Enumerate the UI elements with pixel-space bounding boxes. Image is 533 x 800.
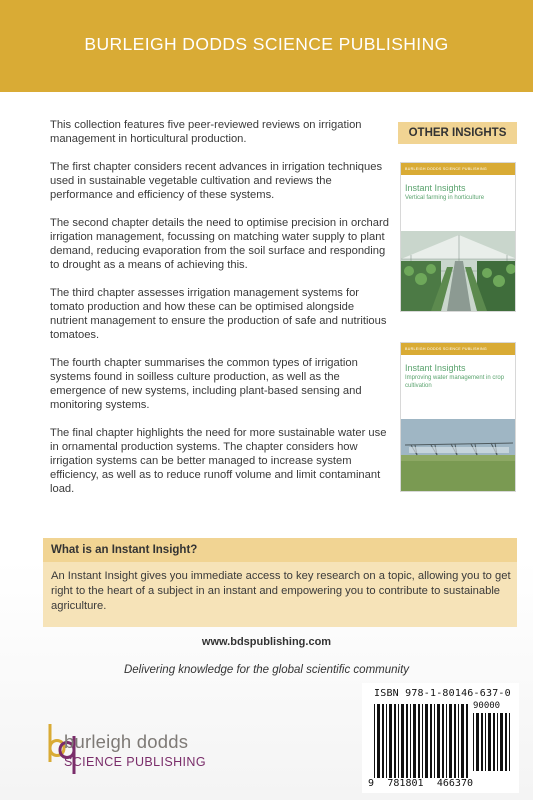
book-cover-water-management[interactable] (400, 342, 516, 492)
barcode-bar (481, 713, 483, 771)
barcode-bar (476, 713, 479, 771)
barcode-bar (466, 704, 468, 778)
barcode-addon (473, 713, 513, 771)
website-link[interactable]: www.bdspublishing.com (201, 636, 332, 648)
barcode-bar (434, 704, 435, 778)
greenhouse-photo (401, 231, 516, 311)
barcode-bar (398, 704, 399, 778)
book-banner: BURLEIGH DODDS SCIENCE PUBLISHING (401, 343, 515, 355)
barcode-bar (446, 704, 447, 778)
book-series: Instant Insights (405, 183, 466, 193)
instant-insight-heading: What is an Instant Insight? (43, 538, 517, 562)
barcode-bar (406, 704, 408, 778)
description-paragraph: The third chapter assesses irrigation management systems for tomato production and how these can be optimised alongside nutrient management to ensure the production of safe and nutritious tomatoes. (50, 287, 387, 341)
irrigation-photo (401, 419, 516, 491)
ean-digit-group: 466370 (436, 778, 473, 789)
barcode-bar (442, 704, 444, 778)
barcode-bar (488, 713, 491, 771)
book-subtitle: Improving water management in crop cultivation (405, 375, 505, 389)
barcode-bar (374, 704, 375, 778)
barcode-bar (509, 713, 510, 771)
barcode-bar (422, 704, 423, 778)
barcode-main (374, 704, 470, 778)
other-insights-heading: OTHER INSIGHTS (398, 122, 517, 144)
logo-subtitle: SCIENCE PUBLISHING (64, 755, 206, 769)
description-paragraph: This collection features five peer-reviewed reviews on irrigation management in horticultural production. (50, 119, 362, 145)
instant-insight-text: An Instant Insight gives you immediate access to key research on a topic, allowing you to get right to the heart of a subject in an instant and empowering you to contribute to sustainable agriculture. (51, 570, 511, 612)
book-subtitle: Vertical farming in horticulture (405, 195, 485, 201)
description-paragraph: The first chapter considers recent advances in irrigation techniques used in sustainable vegetable cultivation and reviews the performance and efficiency of these systems. (50, 161, 383, 201)
book-cover-vertical-farming[interactable] (400, 162, 516, 312)
barcode-bar (389, 704, 392, 778)
book-banner: BURLEIGH DODDS SCIENCE PUBLISHING (401, 163, 515, 175)
description-paragraph: The final chapter highlights the need for more sustainable water use in ornamental production systems. The chapter considers how irrigation systems can be better managed to increase system efficiency, as well as to reduce runoff volume and limit contaminant load. (50, 427, 387, 495)
barcode-bar (437, 704, 440, 778)
barcode-bar (377, 704, 380, 778)
barcode-bar (382, 704, 384, 778)
barcode-bar (418, 704, 420, 778)
barcode-bar (485, 713, 486, 771)
description-text (50, 118, 390, 510)
barcode-bar (454, 704, 456, 778)
barcode-bar (505, 713, 507, 771)
barcode-addon-digits: 90000 (473, 701, 501, 711)
ean-digit-group: 781801 (387, 778, 424, 789)
barcode-bar (430, 704, 432, 778)
barcode-bar (500, 713, 503, 771)
ean-digits (368, 778, 473, 789)
instant-insight-panel (43, 538, 517, 627)
barcode-bar (461, 704, 464, 778)
description-paragraph: The fourth chapter summarises the common types of irrigation systems found in soilless culture production, as well as the emergence of new systems, including plant-based sensing and monitoring systems. (50, 357, 362, 411)
barcode-bar (458, 704, 459, 778)
barcode-bar (413, 704, 416, 778)
isbn-barcode-panel (362, 683, 519, 793)
tagline: Delivering knowledge for the global scientific community (123, 664, 410, 676)
barcode-bar (394, 704, 396, 778)
isbn-label: ISBN 978-1-80146-637-0 (374, 688, 511, 699)
publisher-title: BURLEIGH DODDS SCIENCE PUBLISHING (84, 34, 449, 54)
barcode-bar (493, 713, 495, 771)
barcode-bar (449, 704, 452, 778)
book-series: Instant Insights (405, 363, 466, 373)
barcode-bar (497, 713, 498, 771)
barcode-bar (425, 704, 428, 778)
description-paragraph: The second chapter details the need to optimise precision in orchard irrigation management, focussing on matching water supply to plant demand, reducing evaporation from the soil surface and responding to drought as a means of achieving this. (50, 217, 389, 271)
barcode-bar (401, 704, 404, 778)
barcode-bar (410, 704, 411, 778)
logo-wordmark: burleigh dodds (64, 731, 189, 752)
barcode-bar (386, 704, 387, 778)
ean-digit-group: 9 (368, 778, 375, 789)
barcode-bar (473, 713, 474, 771)
header-banner (0, 0, 533, 92)
